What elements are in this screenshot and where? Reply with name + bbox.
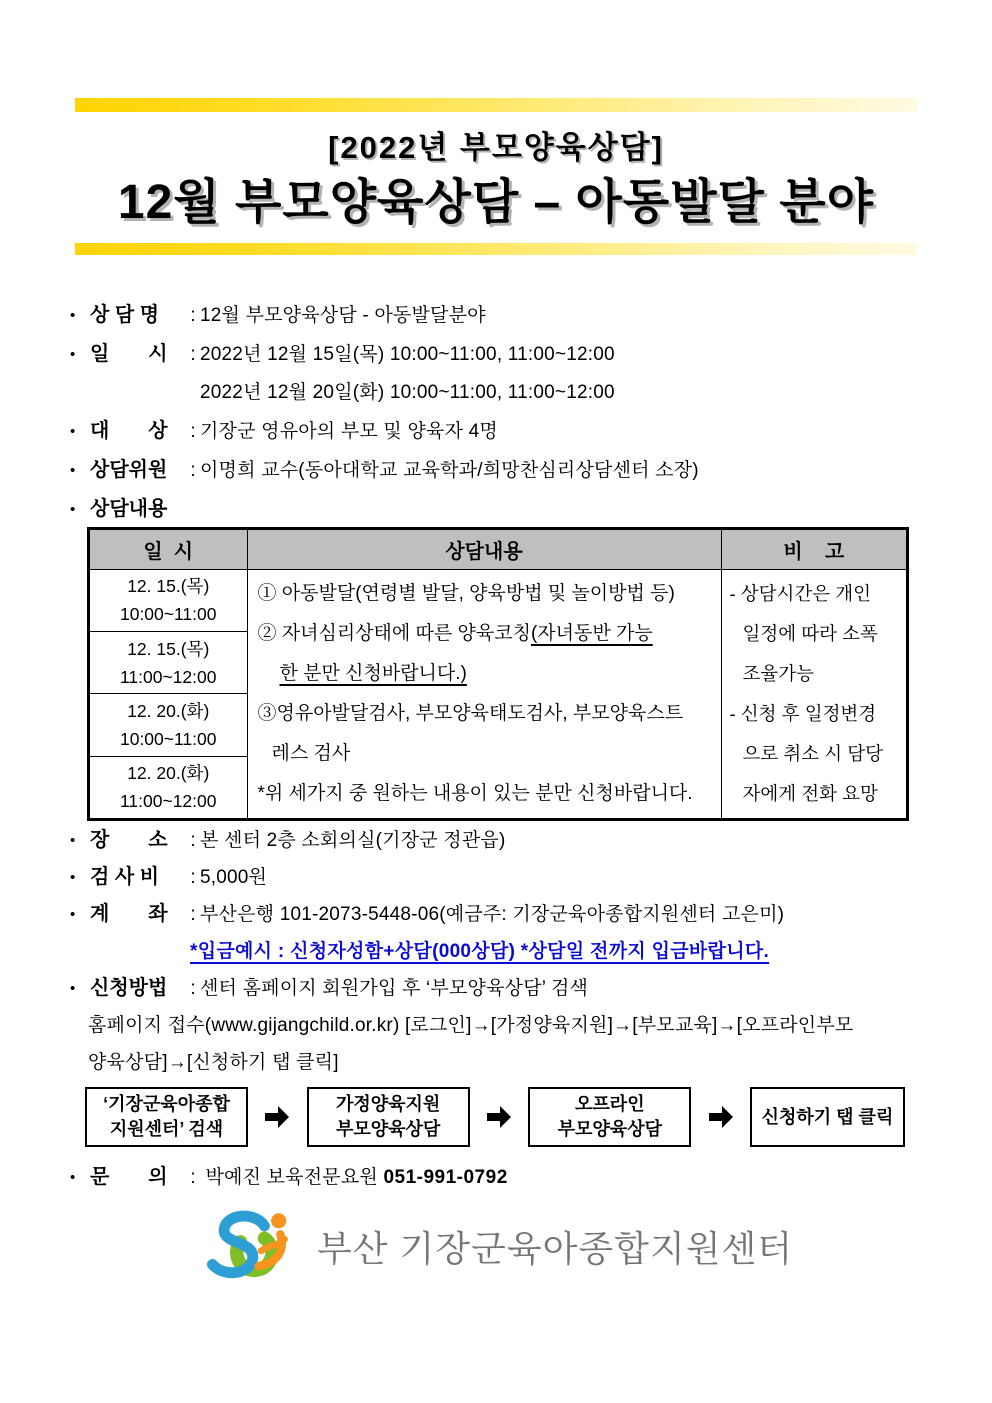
step-box-offline-counsel	[528, 1087, 691, 1147]
place-line	[70, 822, 950, 859]
content-line-1: ① 아동발달(연령별 발달, 양육방법 및 놀이방법 등)	[257, 582, 675, 604]
datetime-label: 일 시	[90, 343, 168, 365]
colon: :	[190, 460, 196, 481]
step-box-line: 지원센터’ 검색	[109, 1119, 224, 1139]
place-label: 장 소	[90, 829, 168, 851]
bullet-icon: •	[70, 346, 76, 363]
content-line-2: ② 자녀심리상태에 따른 양육코칭(자녀동반 가능	[257, 622, 653, 644]
footer-branding	[0, 1205, 992, 1287]
content-line-6: *위 세가지 중 원하는 내용이 있는 분만 신청바랍니다.	[257, 782, 693, 804]
counsel-name-label: 상 담 명	[90, 304, 160, 326]
remark-line: 으로 취소 시 담당	[742, 742, 884, 764]
right-arrow-icon	[263, 1105, 291, 1129]
underlined-note: 한 분만 신청바랍니다.)	[279, 662, 467, 684]
content-line-4: ③영유아발달검사, 부모양육태도검사, 부모양육스트	[257, 702, 684, 724]
logo-dot	[271, 1213, 286, 1228]
right-arrow-icon	[707, 1105, 735, 1129]
title-bottom-gradient-bar	[75, 243, 917, 255]
remark-line: 조율가능	[742, 662, 814, 684]
bullet-icon: •	[70, 501, 76, 518]
slot-time: 11:00~12:00	[119, 666, 217, 687]
deposit-note: *입금예시 : 신청자성함+상담(000상담) *상담일 전까지 입금바랍니다.	[190, 941, 770, 962]
remark-cell	[721, 569, 907, 819]
content-line-5: 레스 검사	[271, 742, 351, 764]
slot-date: 12. 15.(목)	[127, 638, 210, 659]
counselor-label: 상담위원	[90, 459, 168, 481]
page-title: 12월 부모양육상담 – 아동발달 분야	[117, 176, 875, 229]
place-value: 본 센터 2층 소회의실(기장군 정관읍)	[200, 830, 506, 851]
table-row	[89, 569, 907, 631]
title-subline: [2022년 부모양육상담]	[328, 130, 664, 165]
underlined-note: (자녀동반 가능	[530, 622, 653, 644]
datetime-line	[70, 335, 930, 374]
step-box-line: 부모양육상담	[335, 1119, 441, 1139]
step-box-line: 오프라인	[575, 1094, 645, 1114]
slot-time: 10:00~11:00	[119, 728, 217, 749]
schedule-slot-3	[89, 694, 247, 756]
bullet-icon: •	[70, 980, 76, 997]
colon: :	[190, 1167, 196, 1188]
header-content: 상담내용	[247, 529, 721, 569]
content-line-3	[258, 654, 715, 694]
colon: :	[190, 978, 196, 999]
bullet-icon: •	[70, 906, 76, 923]
center-logo-icon	[199, 1205, 303, 1287]
content-section-line	[70, 490, 930, 529]
inquiry-phone: 051-991-0792	[383, 1167, 508, 1188]
remark-line: 일정에 따라 소폭	[742, 622, 878, 644]
step-box-apply-tab	[750, 1087, 905, 1147]
application-steps-flow	[85, 1087, 905, 1147]
colon: :	[190, 904, 196, 925]
counsel-content-cell	[247, 569, 721, 819]
datetime-line-2	[70, 374, 930, 412]
apply-line	[70, 970, 950, 1007]
account-line	[70, 896, 950, 933]
header-when: 일 시	[89, 529, 247, 569]
bullet-icon: •	[70, 307, 76, 324]
step-box-home-support	[307, 1087, 470, 1147]
datetime-value-2: 2022년 12월 20일(화) 10:00~11:00, 11:00~12:00	[200, 382, 615, 403]
remark-line: - 신청 후 일정변경	[729, 702, 877, 724]
fee-line	[70, 859, 950, 896]
remark-line: - 상담시간은 개인	[729, 582, 872, 604]
colon: :	[190, 421, 196, 442]
bullet-icon: •	[70, 832, 76, 849]
step-box-line: 부모양육상담	[557, 1119, 662, 1139]
organization-name: 부산 기장군육아종합지원센터	[316, 1227, 794, 1269]
table-header-row	[89, 529, 907, 569]
slot-date: 12. 20.(화)	[127, 700, 210, 721]
target-label: 대 상	[90, 420, 168, 442]
account-value: 부산은행 101-2073-5448-06(예금주: 기장군육아종합지원센터 고은미)	[200, 904, 785, 925]
slot-time: 10:00~11:00	[119, 604, 217, 625]
apply-value: 센터 홈페이지 회원가입 후 ‘부모양육상담’ 검색	[200, 978, 589, 999]
schedule-slot-2	[89, 631, 247, 693]
right-arrow-icon	[485, 1105, 513, 1129]
slot-time: 11:00~12:00	[119, 791, 217, 812]
step-box-line: 신청하기 탭 클릭	[761, 1106, 894, 1127]
apply-label: 신청방법	[90, 977, 168, 999]
bullet-icon: •	[70, 423, 76, 440]
counsel-schedule-table	[88, 528, 908, 820]
step-box-line: ‘기장군육아종합	[103, 1094, 230, 1114]
content-section-label: 상담내용	[90, 498, 168, 520]
bullet-icon: •	[70, 869, 76, 886]
counselor-line	[70, 451, 930, 490]
inquiry-line	[70, 1158, 508, 1197]
counsel-name-line	[70, 296, 930, 335]
colon: :	[190, 830, 196, 851]
schedule-slot-1	[89, 569, 247, 631]
target-line	[70, 412, 930, 451]
step-box-line: 가정양육지원	[335, 1094, 441, 1114]
counselor-value: 이명희 교수(동아대학교 교육학과/희망찬심리상담센터 소장)	[200, 460, 699, 481]
fee-label: 검 사 비	[90, 866, 160, 888]
remark-line: 자에게 전화 요망	[742, 782, 878, 804]
bullet-icon: •	[70, 462, 76, 479]
schedule-slot-4	[89, 756, 247, 818]
colon: :	[190, 305, 196, 326]
details-list	[70, 822, 950, 1081]
target-value: 기장군 영유아의 부모 및 양육자 4명	[200, 421, 498, 442]
header-remark: 비 고	[721, 529, 907, 569]
step-box-search-center	[85, 1087, 248, 1147]
slot-date: 12. 15.(목)	[127, 576, 210, 597]
counsel-name-value: 12월 부모양육상담 - 아동발달분야	[200, 305, 486, 326]
bullet-icon: •	[70, 1169, 76, 1186]
inquiry-contact: 박예진 보육전문요원 051-991-0792	[205, 1167, 508, 1188]
slot-date: 12. 20.(화)	[127, 763, 210, 784]
fee-value: 5,000원	[200, 867, 268, 888]
colon: :	[190, 344, 196, 365]
colon: :	[190, 867, 196, 888]
top-gradient-bar	[75, 98, 917, 112]
info-list	[70, 296, 930, 529]
apply-path-line-1: 홈페이지 접수(www.gijangchild.or.kr) [로그인]→[가정양육지원]→[부모교육]→[오프라인부모	[88, 1015, 854, 1036]
datetime-value-1: 2022년 12월 15일(목) 10:00~11:00, 11:00~12:00	[200, 344, 615, 365]
inquiry-label: 문 의	[90, 1166, 168, 1188]
apply-path-line-2: 양육상담]→[신청하기 탭 클릭]	[88, 1052, 339, 1073]
account-label: 계 좌	[90, 903, 168, 925]
